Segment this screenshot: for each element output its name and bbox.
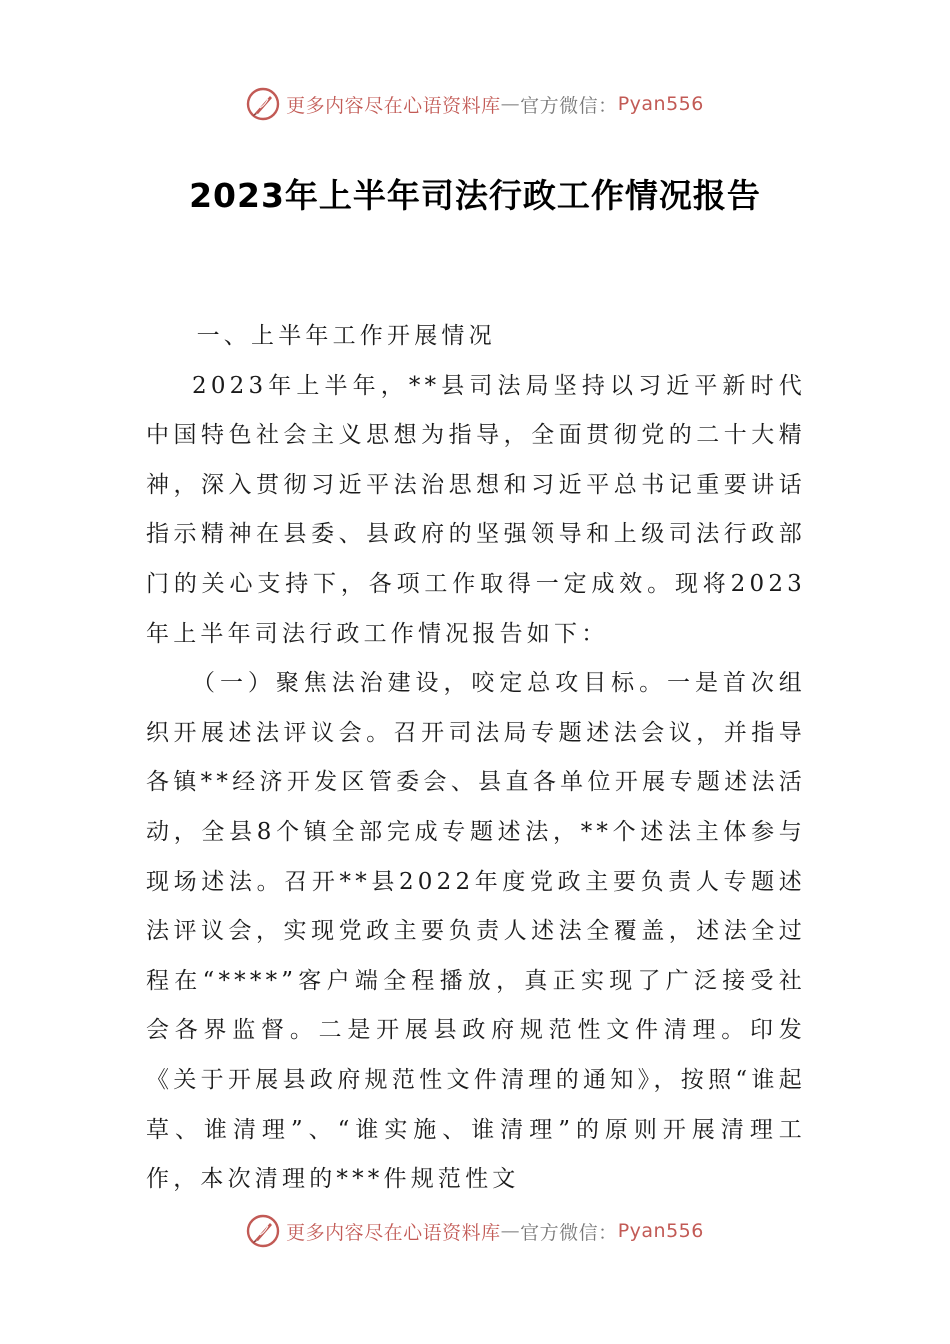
document-title: 2023年上半年司法行政工作情况报告 [189, 176, 761, 215]
watermark-separator: — [500, 93, 521, 115]
header-watermark [0, 84, 950, 124]
quill-pen-logo-icon [246, 1214, 280, 1248]
watermark-label: 官方微信： [520, 94, 618, 117]
watermark-wechat-id: Pyan556 [617, 93, 704, 115]
watermark-label: 官方微信： [520, 1221, 618, 1244]
section-heading: 一、上半年工作开展情况 [196, 323, 496, 349]
watermark-wechat-id: Pyan556 [617, 1220, 704, 1242]
body-paragraph-intro: 2023年上半年，**县司法局坚持以习近平新时代中国特色社会主义思想为指导，全面贯彻党的二十大精神，深入贯彻习近平法治思想和习近平总书记重要讲话指示精神在县委、县政府的坚强领导和上级司法行政部门的关心支持下，各项工作取得一定成效。现将2023年上半年司法行政工作情况报告如下： [146, 372, 806, 647]
document-body [146, 312, 806, 1205]
watermark-text: 更多内容尽在心语资料库 [286, 94, 501, 117]
watermark-text: 更多内容尽在心语资料库 [286, 1221, 501, 1244]
body-paragraph-rule-of-law: （一）聚焦法治建设，咬定总攻目标。一是首次组织开展述法评议会。召开司法局专题述法会议，并指导各镇**经济开发区管委会、县直各单位开展专题述法活动，全县8个镇全部完成专题述法，**个述法主体参与现场述法。召开**县2022年度党政主要负责人专题述法评议会，实现党政主要负责人述法全覆盖，述法全过程在“****”客户端全程播放，真正实现了广泛接受社会各界监督。二是开展县政府规范性文件清理。印发《关于开展县政府规范性文件清理的通知》，按照“谁起草、谁清理”、“谁实施、谁清理”的原则开展清理工作，本次清理的***件规范性文 [146, 670, 806, 1193]
quill-pen-logo-icon [246, 87, 280, 121]
footer-watermark [0, 1211, 950, 1251]
watermark-separator: — [500, 1220, 521, 1242]
